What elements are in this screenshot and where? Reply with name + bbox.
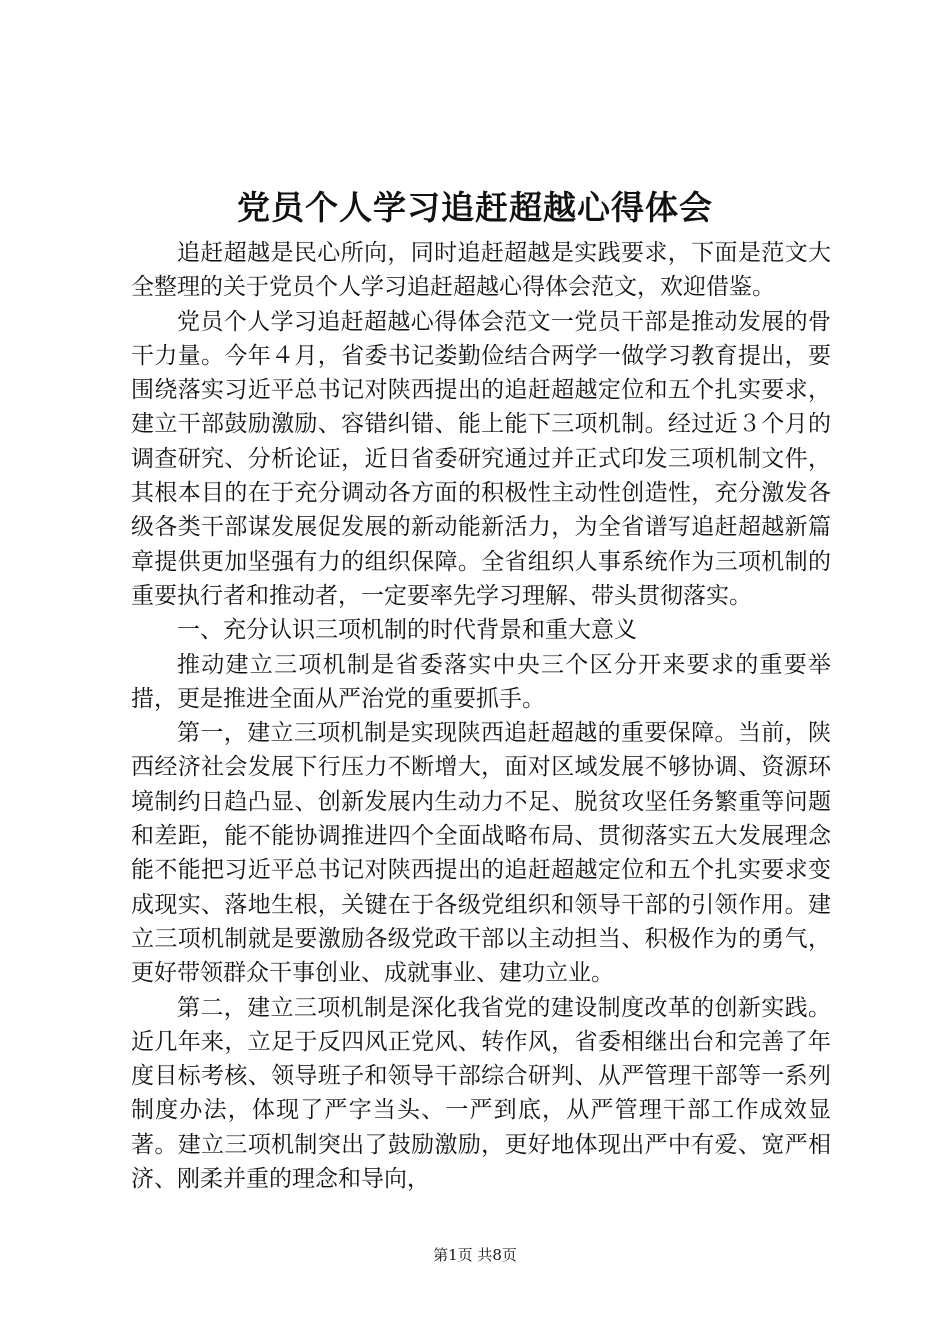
paragraph-first-point: 第一，建立三项机制是实现陕西追赶超越的重要保障。当前，陕西经济社会发展下行压力不断增大，面对区域发展不够协调、资源环境制约日趋凸显、创新发展内生动力不足、脱贫攻坚任务繁重等问题和差距，能不能协调推进四个全面战略布局、贯彻落实五大发展理念能不能把习近平总书记对陕西提出的追赶超越定位和五个扎实要求变成现实、落地生根，关键在于各级党组织和领导干部的引领作用。建立三项机制就是要激励各级党政干部以主动担当、积极作为的勇气，更好带领群众干事创业、成就事业、建功立业。 (131, 720, 831, 987)
paragraph-mechanism: 推动建立三项机制是省委落实中央三个区分开来要求的重要举措，更是推进全面从严治党的重要抓手。 (131, 651, 831, 712)
paragraph-intro: 追赶超越是民心所向，同时追赶超越是实践要求，下面是范文大全整理的关于党员个人学习追赶超越心得体会范文，欢迎借鉴。 (131, 240, 831, 301)
paragraph-essay-one: 党员个人学习追赶超越心得体会范文一党员干部是推动发展的骨干力量。今年４月，省委书记娄勤俭结合两学一做学习教育提出，要围绕落实习近平总书记对陕西提出的追赶超越定位和五个扎实要求，建立干部鼓励激励、容错纠错、能上能下三项机制。经过近３个月的调查研究、分析论证，近日省委研究通过并正式印发三项机制文件，其根本目的在于充分调动各方面的积极性主动性创造性，充分激发各级各类干部谋发展促发展的新动能新活力，为全省谱写追赶超越新篇章提供更加坚强有力的组织保障。全省组织人事系统作为三项机制的重要执行者和推动者，一定要率先学习理解、带头贯彻落实。 (131, 308, 831, 609)
document-title: 党员个人学习追赶超越心得体会 (237, 188, 713, 227)
paragraph-second-point: 第二，建立三项机制是深化我省党的建设制度改革的创新实践。近几年来，立足于反四风正党风、转作风，省委相继出台和完善了年度目标考核、领导班子和领导干部综合研判、从严管理干部等一系列制度办法，体现了严字当头、一严到底，从严管理干部工作成效显著。建立三项机制突出了鼓励激励，更好地体现出严中有爱、宽严相济、刚柔并重的理念和导向， (131, 994, 831, 1193)
page-footer: 第1页 共8页 (433, 1246, 517, 1264)
section-heading-one: 一、充分认识三项机制的时代背景和重大意义 (177, 617, 637, 644)
document-body (131, 236, 831, 1196)
